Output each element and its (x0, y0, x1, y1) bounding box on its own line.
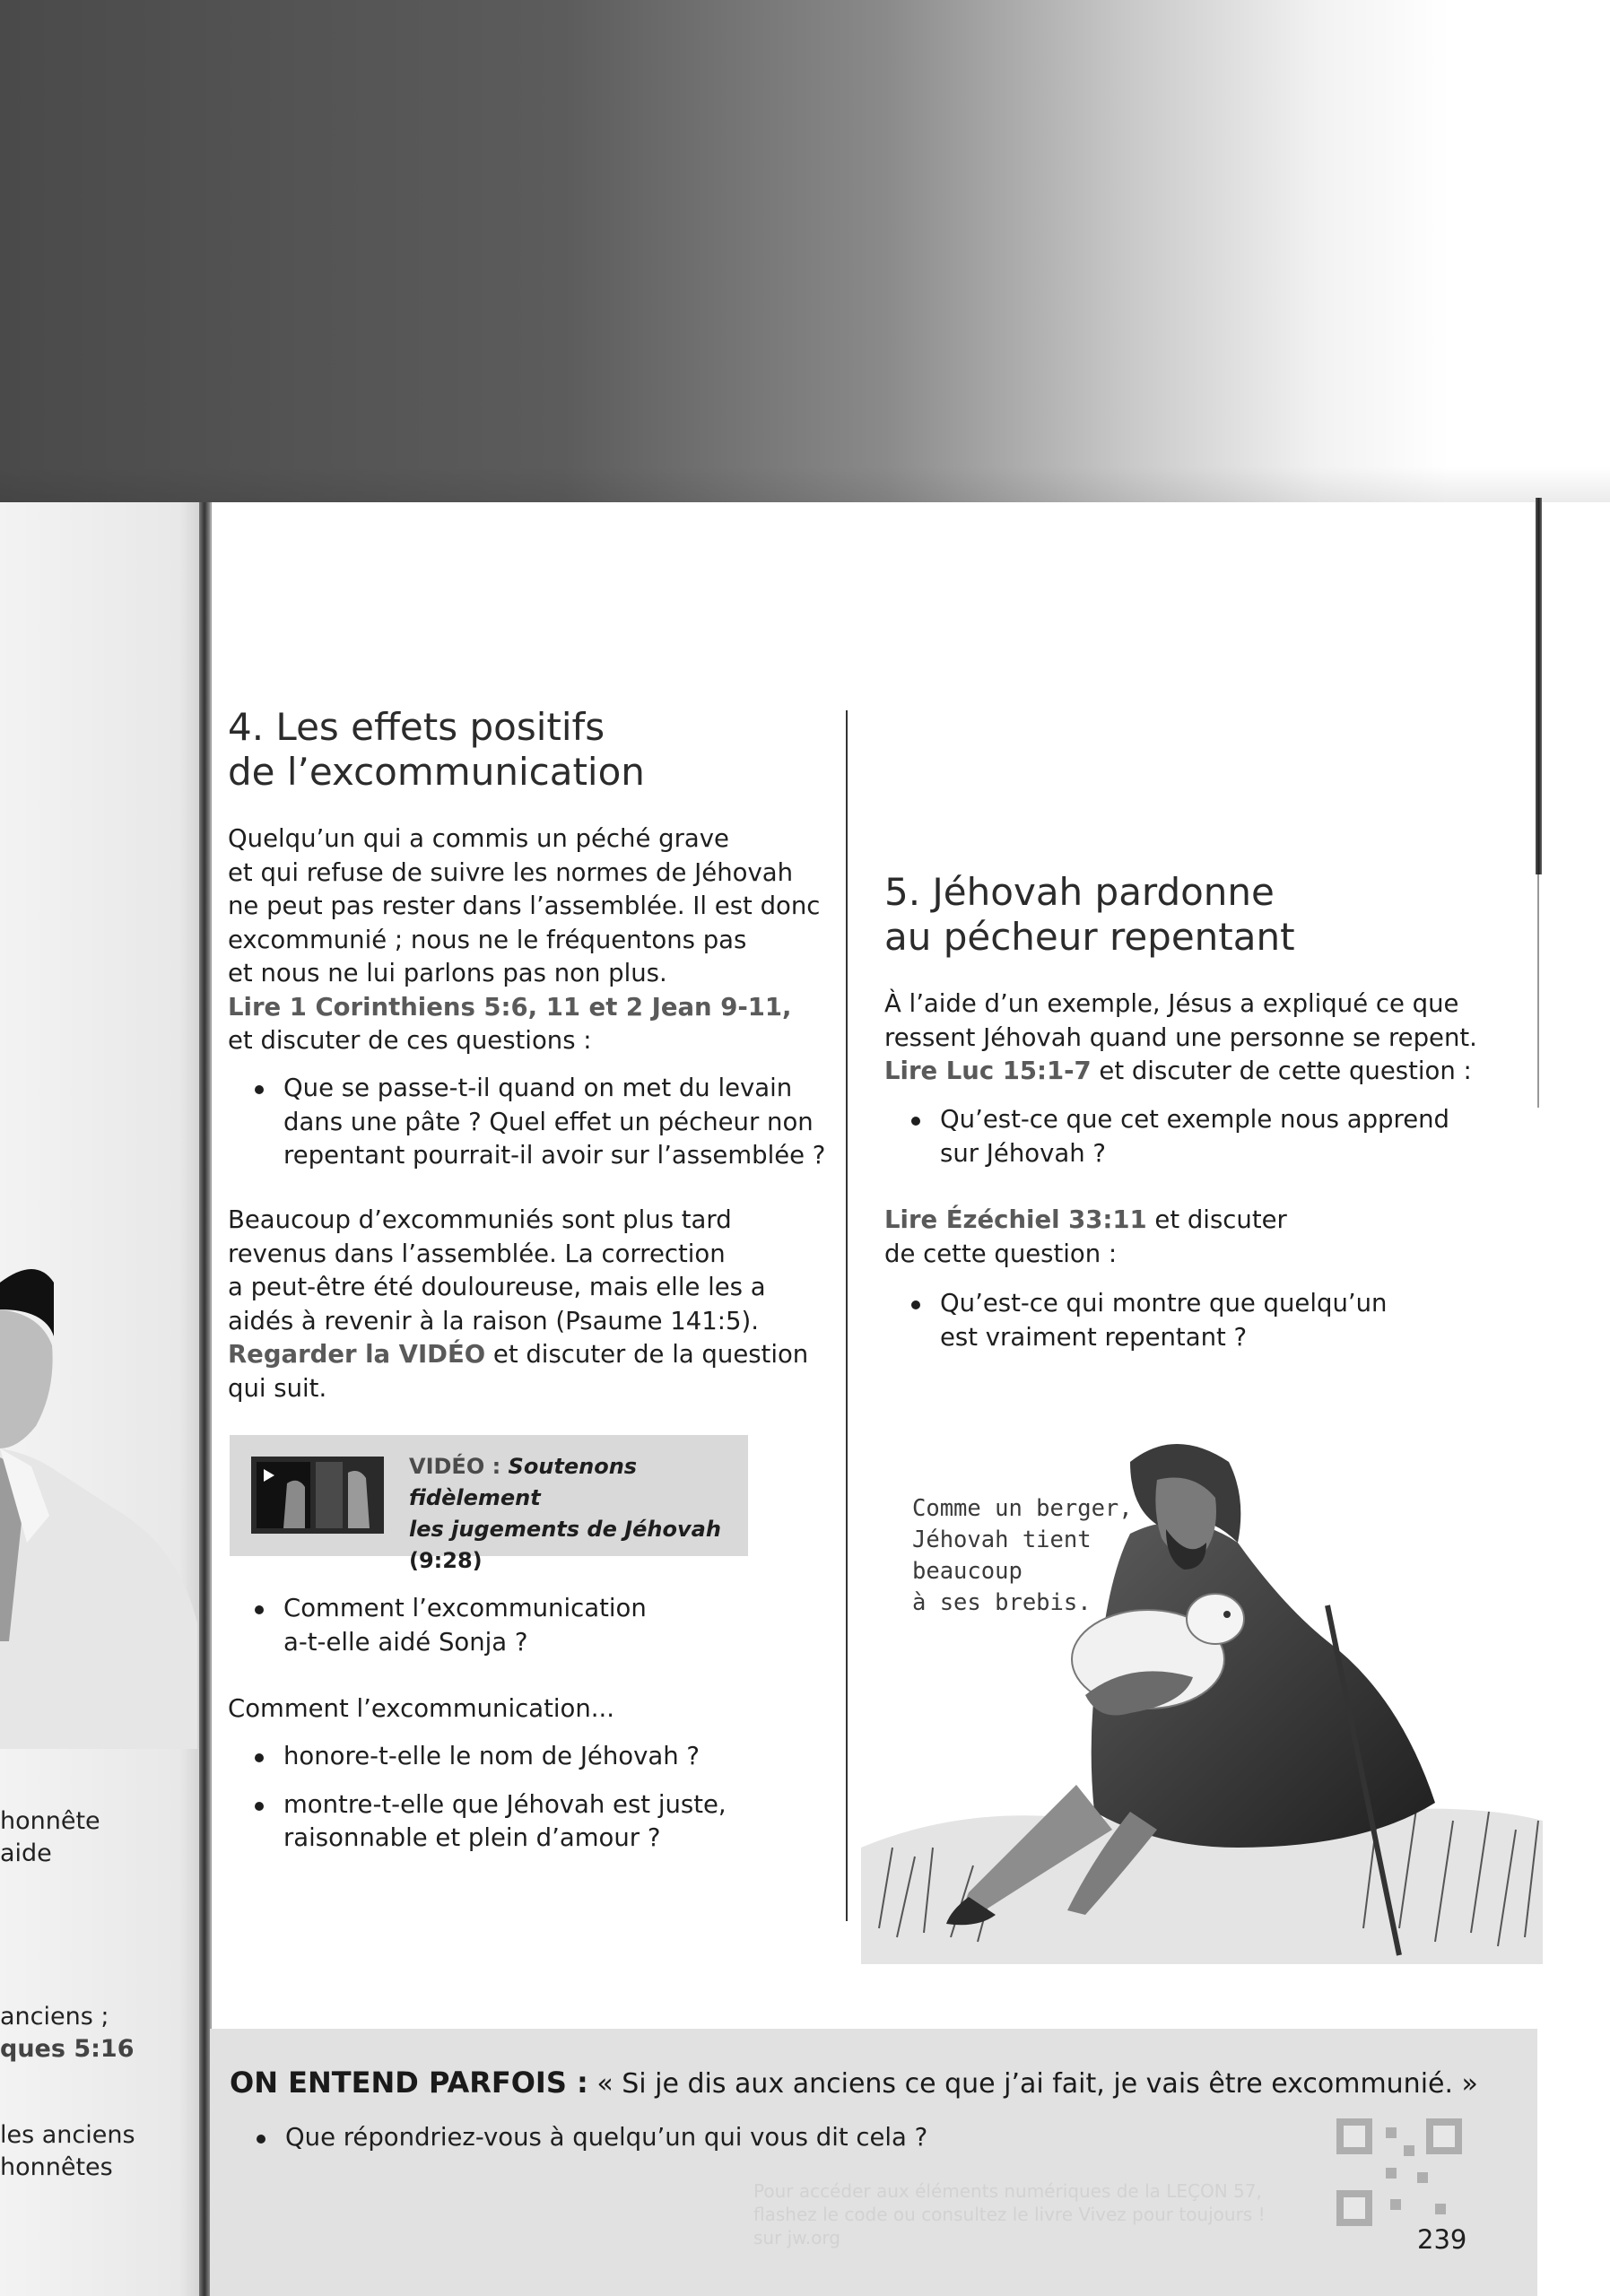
faint-line: sur jw.org (753, 2227, 840, 2248)
heading-line: 5. Jéhovah pardonne (884, 870, 1275, 914)
video-card[interactable] (230, 1435, 748, 1573)
text-line (228, 1338, 808, 1372)
text-line: aidés à revenir à la raison (Psaume 141:5). (228, 1306, 760, 1335)
text-line: raisonnable et plein d’amour ? (283, 1823, 661, 1852)
text-line: honore-t-elle le nom de Jéhovah ? (283, 1742, 700, 1770)
video-thumbnail[interactable] (251, 1457, 384, 1534)
section-4-bullets-a (228, 1072, 825, 1173)
illustration-caption (912, 1493, 1208, 1619)
text-line: ressent Jéhovah quand une personne se repent. (884, 1022, 1477, 1052)
faint-line: Pour accéder aux éléments numériques de la LEÇON 57, (753, 2180, 1262, 2202)
text-fragment: et discuter (1146, 1205, 1287, 1234)
text-line: est vraiment repentant ? (940, 1322, 1248, 1352)
text-fragment: Soutenons fidèlement (409, 1454, 638, 1510)
video-title (409, 1451, 741, 1577)
bottom-bullets (230, 2121, 927, 2155)
text-fragment: et discuter de la question (485, 1340, 809, 1369)
text-fragment: les jugements de Jéhovah (409, 1517, 721, 1542)
text-fragment: et discuter de cette question : (1091, 1057, 1472, 1085)
section-4-heading (228, 705, 645, 795)
left-caption-line: honnête (0, 1807, 100, 1835)
left-text-line: ques 5:16 (0, 2035, 135, 2063)
text-line: et discuter de ces questions : (228, 1026, 592, 1055)
callout-quote: « Si je dis aux anciens ce que j’ai fait, je vais être excommunié. » (587, 2068, 1478, 2100)
text-line: Que se passe-t-il quand on met du levain (283, 1074, 793, 1102)
heading-line: au pécheur repentant (884, 915, 1295, 959)
caption-line: à ses brebis. (912, 1589, 1092, 1616)
section-5-intro (884, 987, 1477, 1089)
text-line: a-t-elle aidé Sonja ? (283, 1627, 528, 1657)
section-5-heading (884, 870, 1295, 960)
section-4-bullets-b (228, 1592, 647, 1659)
left-text-line: honnêtes (0, 2153, 113, 2181)
person-photo-fragment (0, 1247, 197, 1749)
text-line: revenus dans l’assemblée. La correction (228, 1239, 726, 1268)
text-line: Beaucoup d’excommuniés sont plus tard (228, 1205, 732, 1234)
text-line (884, 1055, 1477, 1089)
text-line: qui suit. (228, 1373, 327, 1403)
question-bullet (884, 1103, 1449, 1170)
scripture-reference: Lire Ézéchiel 33:11 (884, 1205, 1147, 1234)
heading-line: 4. Les effets positifs (228, 705, 605, 749)
text-line: ne peut pas rester dans l’assemblée. Il est donc (228, 891, 821, 920)
section-4-bullets-c (228, 1740, 727, 1856)
text-line: excommunié ; nous ne le fréquentons pas (228, 925, 747, 954)
text-line: Comment l’excommunication (283, 1594, 647, 1622)
text-line: À l’aide d’un exemple, Jésus a expliqué ce que (884, 989, 1459, 1018)
question-bullet (884, 1287, 1387, 1354)
section-5-para2 (884, 1204, 1287, 1271)
question-bullet (228, 1072, 825, 1173)
text-line: Qu’est-ce que cet exemple nous apprend (940, 1105, 1450, 1134)
scripture-reference: Lire 1 Corinthiens 5:6, 11 et 2 Jean 9-11, (228, 992, 792, 1022)
text-line: dans une pâte ? Quel effet un pécheur non (283, 1107, 814, 1136)
section-5-bullets-b (884, 1287, 1387, 1354)
video-label: VIDÉO : (409, 1454, 509, 1479)
question-bullet (228, 1592, 647, 1659)
scripture-reference: Lire Luc 15:1-7 (884, 1057, 1092, 1085)
text-line: et qui refuse de suivre les normes de Jéhovah (228, 857, 794, 887)
text-line: de cette question : (884, 1239, 1118, 1268)
left-text-line: anciens ; (0, 2003, 109, 2031)
page-edge-rule-thin (1537, 874, 1539, 1108)
question-bullet (228, 1740, 727, 1774)
section-4-lead: Comment l’excommunication... (228, 1694, 614, 1723)
text-line: Qu’est-ce qui montre que quelqu’un (940, 1289, 1388, 1318)
question-bullet: Que répondriez-vous à quelqu’un qui vous dit cela ? (230, 2121, 927, 2155)
qr-code-icon[interactable] (1336, 2118, 1462, 2226)
left-caption-line: aide (0, 1839, 52, 1867)
section-4-para2 (228, 1204, 808, 1405)
text-line: et nous ne lui parlons pas non plus. (228, 959, 667, 987)
text-line: repentant pourrait-il avoir sur l’assemblée ? (283, 1141, 826, 1170)
page-edge-rule (1536, 498, 1542, 874)
text-line: a peut-être été douloureuse, mais elle les a (228, 1273, 766, 1301)
book-spine (199, 502, 210, 2296)
section-4-intro (228, 822, 820, 1058)
text-line (884, 1204, 1287, 1238)
question-bullet (228, 1788, 727, 1856)
faint-line: flashez le code ou consultez le livre Vivez pour toujours ! (753, 2204, 1266, 2225)
text-line: sur Jéhovah ? (940, 1138, 1106, 1168)
page-number: 239 (1417, 2224, 1467, 2255)
caption-line: Jéhovah tient beaucoup (912, 1526, 1092, 1585)
video-link[interactable]: Regarder la VIDÉO (228, 1340, 486, 1369)
text-line: montre-t-elle que Jéhovah est juste, (283, 1789, 727, 1819)
faint-digital-note (753, 2179, 1266, 2249)
column-divider (846, 710, 848, 1921)
caption-line: Comme un berger, (912, 1495, 1133, 1522)
left-text-line: les anciens (0, 2121, 135, 2149)
dark-page-top (0, 0, 1610, 502)
heading-line: de l’excommunication (228, 750, 645, 794)
section-5-bullets-a (884, 1103, 1449, 1170)
callout-label: ON ENTEND PARFOIS : (230, 2066, 588, 2100)
video-duration: (9:28) (409, 1548, 483, 1573)
text-line: Quelqu’un qui a commis un péché grave (228, 824, 729, 853)
on-entend-parfois (230, 2065, 1478, 2102)
